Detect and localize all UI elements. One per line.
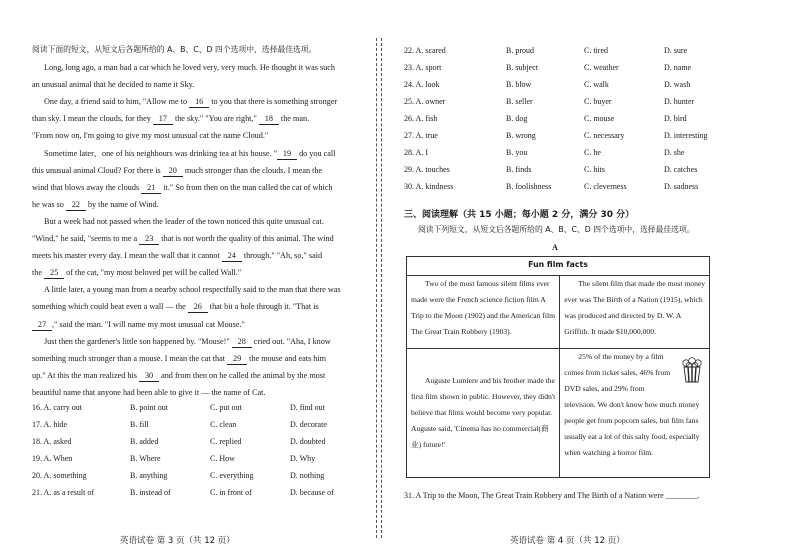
passage-text: But a week had not passed when the leader of the town noticed this quite unusual cat. [44, 216, 324, 226]
option-d: D. doubted [290, 437, 326, 446]
passage-line [32, 319, 245, 331]
passage-line [32, 267, 241, 279]
passage-text: an unusual animal that he decided to name it Sky. [32, 80, 195, 90]
passage-text: wind that blows away the clouds [32, 182, 142, 192]
fact-cell-silent-films [407, 276, 560, 349]
option-b: B. proud [506, 46, 534, 55]
fact-line: comes from ticket sales, 46% from [564, 368, 671, 377]
fact-line: Griffith. It made $10,000,000. [564, 327, 656, 336]
option-c: C. buyer [584, 97, 612, 106]
passage-text: beautiful name that anyone had been able to give it — the name of Cat. [32, 387, 266, 397]
option-a: 22. A. scared [404, 46, 446, 55]
passage-line [44, 336, 331, 348]
passage-line [44, 284, 341, 295]
blank-22: 22 [66, 199, 86, 211]
option-b: B. wrong [506, 131, 536, 140]
option-a: 26. A. fish [404, 114, 438, 123]
passage-text: Just then the gardener's little son happened by. "Mouse!" [44, 336, 232, 346]
option-a: 23. A. sport [404, 63, 442, 72]
option-b: B. you [506, 148, 528, 157]
passage-text: something much stronger than a mouse. I mean the cat that [32, 353, 228, 363]
passage-line [44, 216, 324, 227]
passage-text: by the name of Wind. [85, 199, 159, 209]
passage-text: Long, long ago, a man had a cat which he loved very, very much. He thought it was such [44, 63, 335, 72]
passage-text: through." "Ah, so," said [241, 251, 323, 261]
passage-line [32, 301, 319, 313]
option-b: B. Where [130, 454, 161, 463]
option-b: B. fill [130, 420, 149, 429]
passage-text: the mouse and eats him [247, 353, 326, 363]
option-b: B. point out [130, 403, 169, 412]
blank-25: 25 [44, 267, 64, 279]
option-c: C. in front of [210, 488, 252, 497]
option-d: D. sure [664, 46, 688, 55]
option-b: B. foolishness [506, 182, 552, 191]
fact-line: The Great Train Robbery (1903). [411, 327, 512, 336]
option-a: 25. A. owner [404, 97, 446, 106]
popcorn-icon [681, 357, 703, 383]
option-d: D. nothing [290, 471, 325, 480]
option-d: D. sadness [664, 182, 699, 191]
option-a: 20. A. something [32, 471, 87, 480]
passage-text: do you call [297, 148, 336, 158]
fact-line: Auguste said, 'Cinema has no commercial(商 [411, 424, 549, 433]
option-c: C. How [210, 454, 235, 463]
passage-text: ," said the man. "I will name my most unusual cat Mouse." [52, 319, 245, 329]
passage-line [32, 130, 268, 141]
blank-20: 20 [163, 165, 183, 177]
option-c: C. walk [584, 80, 609, 89]
fact-line: usually eat a lot of this salty food, especially [564, 432, 700, 441]
passage-text: than sky. I mean the clouds, for they [32, 114, 153, 124]
fact-line: made were the French science fiction film A [411, 295, 546, 304]
option-b: B. seller [506, 97, 533, 106]
fact-line: was produced and directed by D. W. A [564, 311, 682, 320]
passage-text: he was so [32, 199, 66, 209]
option-b: B. blow [506, 80, 532, 89]
passage-text: "Wind," he said, "seems to me a [32, 234, 140, 243]
option-a: 21. A. as a result of [32, 488, 94, 497]
passage-text: the [32, 268, 45, 278]
passage-line [32, 113, 309, 125]
option-a: 16. A. carry out [32, 403, 82, 412]
option-b: B. anything [130, 471, 168, 480]
option-a: 29. A. touches [404, 165, 450, 174]
passage-line [32, 182, 333, 194]
option-c: C. tired [584, 46, 608, 55]
option-c: C. necessary [584, 131, 625, 140]
fact-line: first film shown in public. However, they didn't [411, 392, 556, 401]
passage-line [32, 353, 326, 365]
reading-instruction: 阅读下面的短文，从短文后各题所给的 A、B、C、D 四个选项中，选择最佳选项。 [32, 45, 317, 54]
option-d: D. name [664, 63, 692, 72]
passage-text: cried out. "Aha, I know [251, 336, 331, 346]
option-b: B. finds [506, 165, 532, 174]
option-c: C. mouse [584, 114, 615, 123]
blank-26: 26 [188, 301, 208, 313]
passage-text: much stronger than the clouds. I mean the [182, 165, 323, 175]
option-a: 24. A. look [404, 80, 440, 89]
passage-text: the man. [278, 114, 310, 124]
fact-line: Auguste Lumiere and his brother made the [425, 376, 555, 385]
option-d: D. hunter [664, 97, 695, 106]
blank-17: 17 [153, 113, 173, 125]
option-a: 17. A. hide [32, 420, 68, 429]
option-a: 28. A. I [404, 148, 428, 157]
option-c: C. cleverness [584, 182, 627, 191]
fact-cell-most-money [560, 276, 710, 349]
left-page [0, 0, 376, 560]
option-c: C. put out [210, 403, 242, 412]
fact-cell-lumiere [407, 349, 560, 478]
passage-text: and from then on he called the animal by the most [159, 370, 326, 380]
passage-line [32, 387, 266, 398]
passage-text: meets his master every day. I mean the wall that it cannot [32, 251, 222, 261]
fact-line: television. We don't know how much money [564, 400, 700, 409]
passage-text: to you that there is something stronger [209, 97, 338, 107]
passage-text: that is not worth the quality of this animal. The wind [159, 234, 334, 243]
page-footer-4: 英语试卷 第 4 页（共 12 页） [510, 536, 625, 546]
option-c: C. weather [584, 63, 619, 72]
blank-30: 30 [139, 370, 159, 382]
fact-line: DVD sales, and 29% from [564, 384, 645, 393]
option-d: D. catches [664, 165, 698, 174]
passage-line [44, 96, 337, 108]
passage-line [32, 233, 334, 245]
passage-line [44, 62, 335, 73]
fact-line: Trip to the Moon (1902) and the American film [411, 311, 555, 320]
passage-line [32, 199, 159, 211]
option-d: D. bird [664, 114, 687, 123]
section-title: 三、阅读理解（共 15 小题；每小题 2 分，满分 30 分） [404, 210, 635, 220]
blank-19: 19 [277, 148, 297, 160]
option-c: C. replied [210, 437, 242, 446]
option-a: 30. A. kindness [404, 182, 454, 191]
option-c: C. he [584, 148, 601, 157]
fact-line: 25% of the money by a film [578, 352, 664, 361]
passage-line [32, 250, 322, 262]
option-b: B. added [130, 437, 159, 446]
option-d: D. find out [290, 403, 325, 412]
option-d: D. she [664, 148, 685, 157]
option-d: D. because of [290, 488, 334, 497]
option-a: 27. A. true [404, 131, 438, 140]
fold-line [376, 38, 377, 538]
option-b: B. instead of [130, 488, 171, 497]
passage-text: this unusual animal Cloud? For there is [32, 165, 163, 175]
option-c: C. everything [210, 471, 254, 480]
passage-label: A [552, 243, 558, 252]
blank-23: 23 [139, 233, 159, 245]
option-c: C. hits [584, 165, 605, 174]
passage-text: something which could beat even a wall — the [32, 302, 188, 312]
question-31: 31. A Trip to the Moon, The Great Train Robbery and The Birth of a Nation were ________. [404, 491, 700, 500]
option-d: D. wash [664, 80, 691, 89]
passage-line [32, 79, 194, 90]
section-instruction: 阅读下列短文，从短文后各题所给的 A、B、C、D 四个选项中，选择最佳选项。 [418, 225, 695, 234]
table-title: Fun film facts [407, 257, 710, 276]
blank-29: 29 [227, 353, 247, 365]
option-b: B. subject [506, 63, 538, 72]
fact-line: believe that films would become very popular. [411, 408, 553, 417]
passage-text: it." So from then on the man called the cat of which [161, 182, 333, 192]
fact-line: Two of the most famous silent films ever [425, 279, 550, 288]
passage-text: the sky." "You are right," [172, 114, 259, 124]
passage-line [32, 165, 322, 177]
blank-24: 24 [222, 250, 242, 262]
fact-cell-money-sources [560, 349, 710, 478]
blank-18: 18 [259, 113, 279, 125]
fact-line: ever was The Birth of a Nation (1915), which [564, 295, 703, 304]
fact-line: The silent film that made the most money [578, 279, 706, 288]
blank-28: 28 [232, 336, 252, 348]
passage-text: A little later, a young man from a nearby school respectfully said to the man that there was [44, 285, 341, 295]
passage-text: of the cat, "my most beloved pet will be called Wall." [64, 268, 242, 278]
option-a: 19. A. When [32, 454, 73, 463]
option-b: B. dog [506, 114, 528, 123]
fun-film-facts-table [406, 256, 710, 478]
option-d: D. decorate [290, 420, 327, 429]
passage-text: One day, a friend said to him, "Allow me to [44, 97, 190, 107]
passage-text: Sometime later，one of his neighbours was drinking tea at his house. " [44, 148, 278, 158]
passage-line [44, 148, 335, 160]
fact-line: when watching a horror film. [564, 448, 654, 457]
blank-21: 21 [141, 182, 161, 194]
blank-16: 16 [189, 96, 209, 108]
blank-27: 27 [32, 319, 52, 331]
option-d: D. interesting [664, 131, 708, 140]
passage-text: "From now on, I'm going to give my most unusual cat the name Cloud." [32, 131, 269, 141]
fact-line: people get from popcorn sales, but film fans [564, 416, 699, 425]
option-c: C. clean [210, 420, 237, 429]
page-footer-3: 英语试卷 第 3 页（共 12 页） [120, 536, 235, 546]
passage-text: that bit a hole through it. "That is [207, 302, 319, 312]
option-d: D. Why [290, 454, 316, 463]
fact-line: 业) future!' [411, 440, 446, 449]
option-a: 18. A. asked [32, 437, 72, 446]
passage-line [32, 370, 325, 382]
passage-text: up." At this the man realized his [32, 370, 140, 380]
